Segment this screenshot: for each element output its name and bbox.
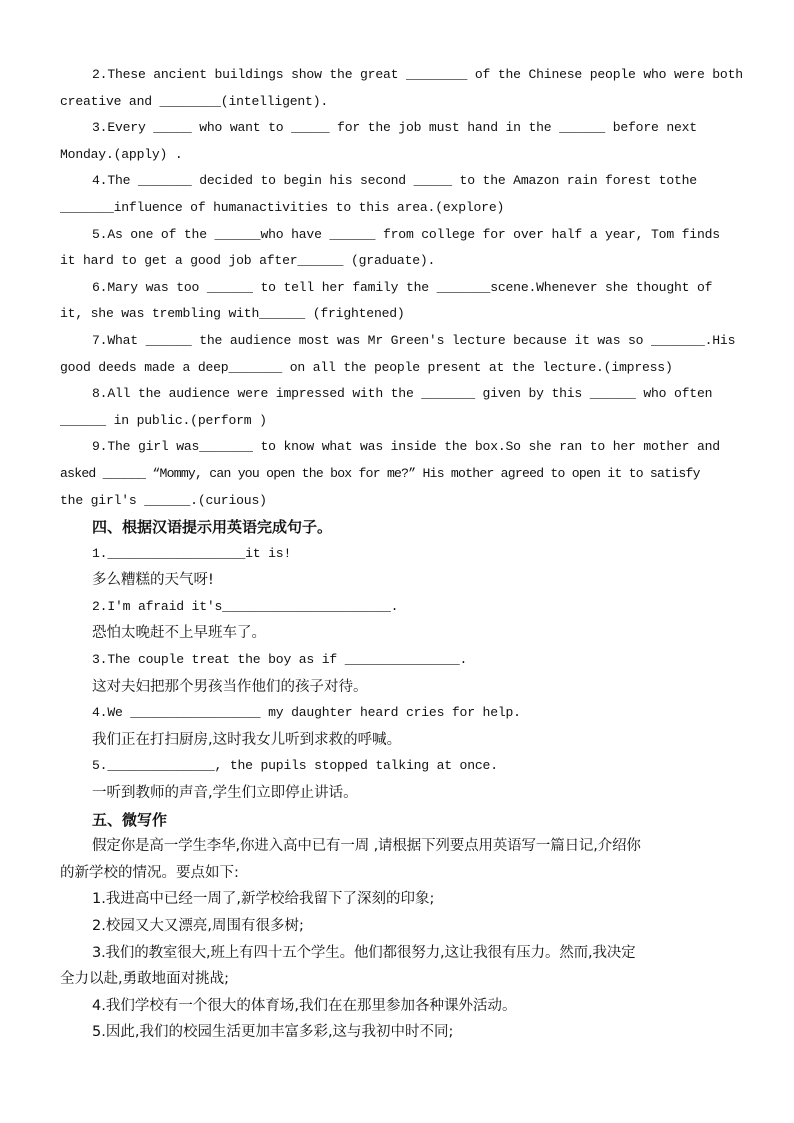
writing-point: 5.因此,我们的校园生活更加丰富多彩,这与我初中时不同; [92, 1024, 454, 1041]
exercise-line: it, she was trembling with______ (frightened) [60, 306, 405, 322]
exercise-line: 5.As one of the ______who have ______ from college for over half a year, Tom finds [92, 226, 720, 242]
exercise-line: 4.The _______ decided to begin his second _____ to the Amazon rain forest tothe [92, 173, 697, 189]
exercise-line: 2.These ancient buildings show the great ________ of the Chinese people who were both [92, 67, 743, 82]
exercise-line: 7.What ______ the audience most was Mr Green's lecture because it was so _______.His [92, 332, 736, 348]
writing-point: 4.我们学校有一个很大的体育场,我们在在那里参加各种课外活动。 [92, 997, 517, 1014]
writing-point: 全力以赴,勇敢地面对挑战; [60, 971, 229, 988]
exercise-line: 6.Mary was too ______ to tell her family the _______scene.Whenever she thought of [92, 279, 713, 295]
exercise-line: ______ in public.(perform ) [60, 412, 267, 428]
exercise-line: _______influence of humanactivities to this area.(explore) [60, 199, 505, 215]
chinese-hint: 恐怕太晚赶不上早班车了。 [92, 625, 266, 642]
sentence-prompt: 3.The couple treat the boy as if _______________. [92, 652, 468, 668]
writing-intro: 的新学校的情况。要点如下: [60, 864, 239, 881]
exercise-line: good deeds made a deep_______ on all the people present at the lecture.(impress) [60, 359, 673, 375]
exercise-line: the girl's ______.(curious) [60, 492, 267, 508]
exercise-line: asked ______ “Mommy, can you open the box for me?” His mother agreed to open it to satisfy [60, 465, 700, 481]
chinese-hint: 我们正在打扫厨房,这时我女儿听到求救的呼喊。 [92, 731, 402, 748]
sentence-prompt: 5.______________, the pupils stopped talking at once. [92, 758, 498, 774]
writing-point: 1.我进高中已经一周了,新学校给我留下了深刻的印象; [92, 891, 435, 908]
exercise-line: Monday.(apply) . [60, 146, 183, 162]
section-4 [60, 514, 734, 807]
section-heading: 四、根据汉语提示用英语完成句子。 [92, 518, 333, 537]
sentence-prompt: 4.We _________________ my daughter heard cries for help. [92, 705, 521, 721]
writing-point: 3.我们的教室很大,班上有四十五个学生。他们都很努力,这让我很有压力。然而,我决定 [92, 944, 636, 961]
writing-intro: 假定你是高一学生李华,你进入高中已有一周 ,请根据下列要点用英语写一篇日记,介绍你 [92, 838, 641, 855]
exercise-line: 9.The girl was_______ to know what was inside the box.So she ran to her mother and [92, 439, 720, 455]
exercise-line: 3.Every _____ who want to _____ for the job must hand in the ______ before next [92, 120, 697, 136]
exercise-3-block [60, 62, 743, 514]
sentence-prompt: 2.I'm afraid it's______________________. [92, 598, 399, 614]
exercise-line: creative and ________(intelligent). [60, 93, 329, 109]
exercise-line: 8.All the audience were impressed with the _______ given by this ______ who often [92, 386, 713, 402]
exercise-line: it hard to get a good job after______ (graduate). [60, 253, 436, 269]
section-heading: 五、微写作 [92, 810, 168, 829]
chinese-hint: 一听到教师的声音,学生们立即停止讲话。 [92, 785, 358, 802]
chinese-hint: 多么糟糕的天气呀! [92, 572, 214, 589]
section-5 [60, 807, 734, 1046]
chinese-hint: 这对夫妇把那个男孩当作他们的孩子对待。 [92, 678, 368, 695]
writing-point: 2.校园又大又漂亮,周围有很多树; [92, 918, 304, 934]
document-page [60, 62, 743, 1046]
sentence-prompt: 1.__________________it is! [92, 545, 292, 561]
